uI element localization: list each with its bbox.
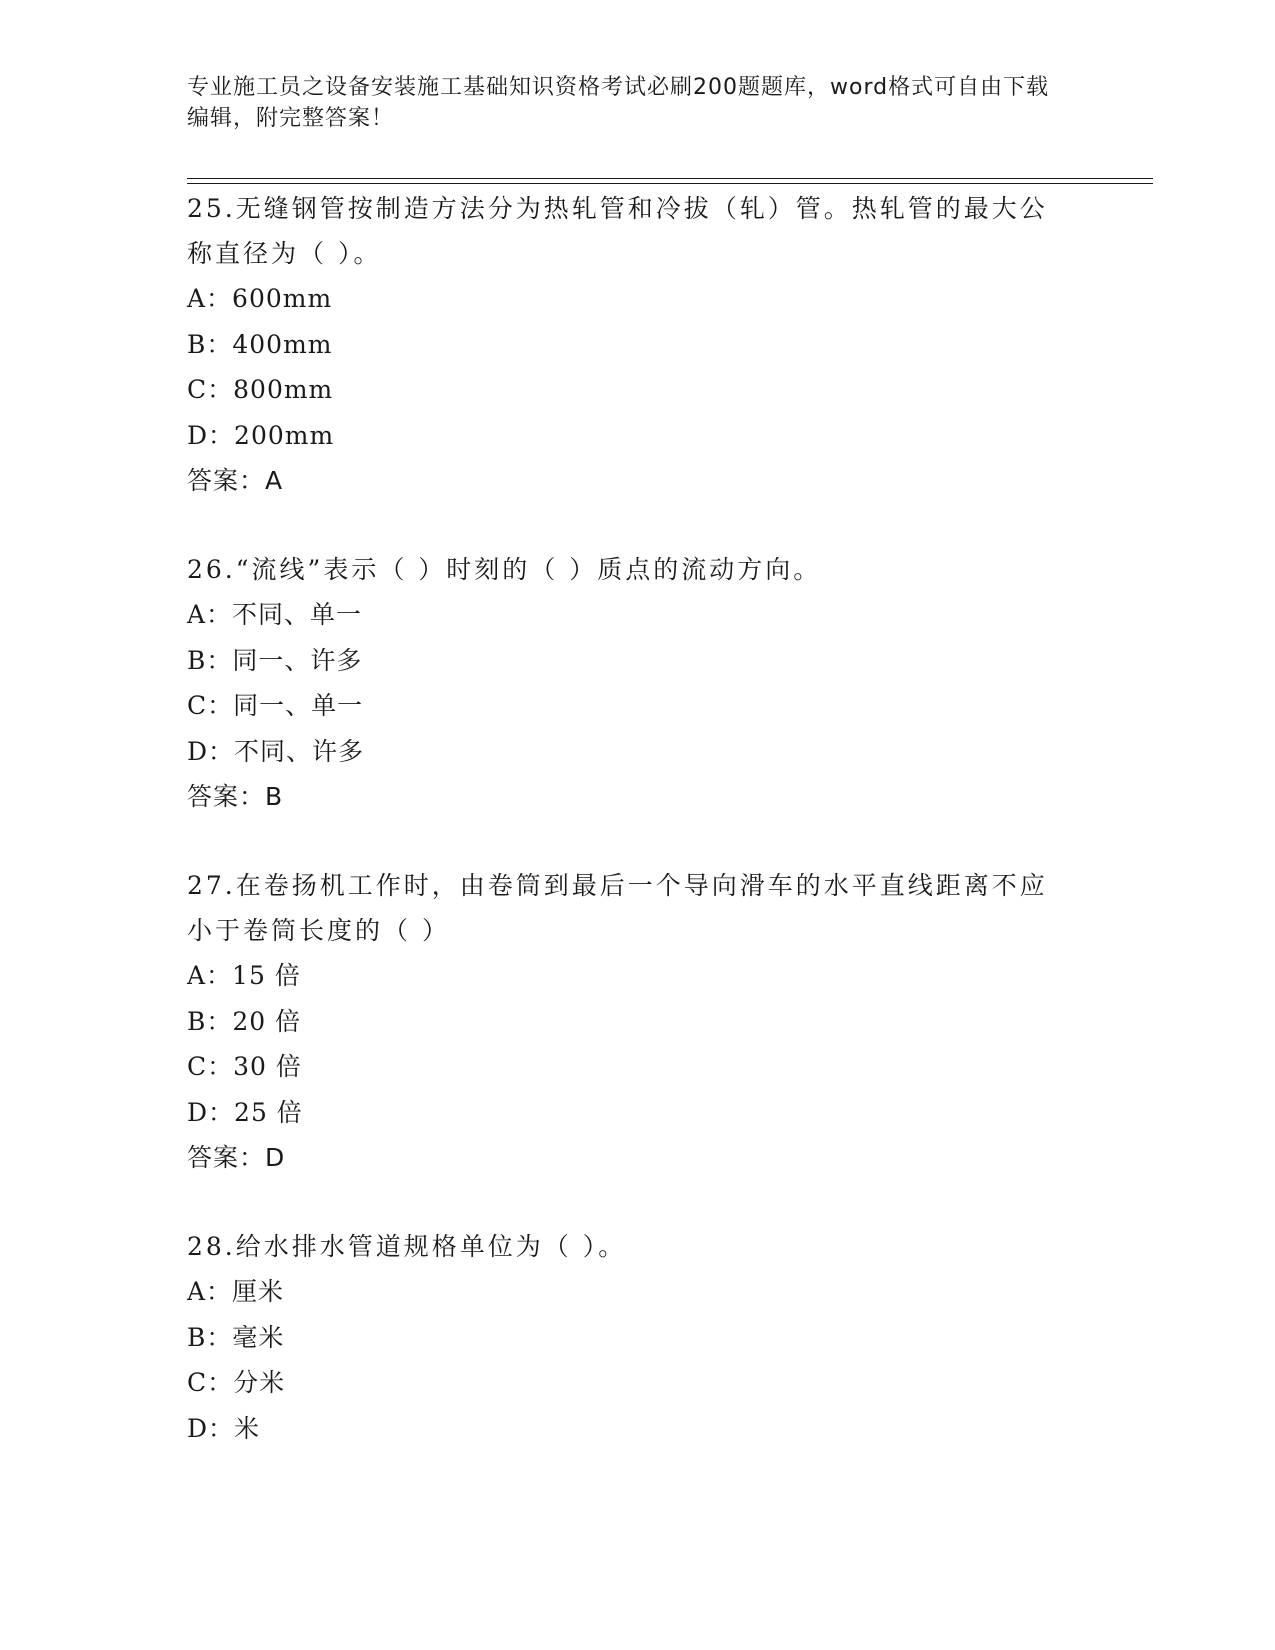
question-stem: 26.“流线”表示（ ）时刻的（ ）质点的流动方向。: [187, 555, 822, 584]
question-25: [187, 186, 1087, 503]
question-28: [187, 1224, 1087, 1451]
option-a: A：600mm: [187, 284, 333, 313]
option-b: B：毫米: [187, 1322, 285, 1352]
question-26: [187, 547, 1087, 819]
option-a: A：厘米: [187, 1277, 285, 1306]
option-d: D：米: [187, 1413, 261, 1443]
option-a: A：不同、单一: [187, 600, 363, 629]
question-stem: 28.给水排水管道规格单位为（ ）。: [187, 1232, 627, 1261]
answer-line: 答案：B: [187, 782, 284, 811]
question-stem: 27.在卷扬机工作时，由卷筒到最后一个导向滑车的水平直线距离不应小于卷筒长度的（ ）: [187, 871, 1048, 945]
question-list: [187, 186, 1087, 1495]
option-b: B：同一、许多: [187, 645, 363, 675]
option-d: D：200mm: [187, 420, 335, 450]
header-divider-top: [187, 178, 1153, 179]
header-divider-bottom: [187, 183, 1153, 184]
option-a: A：15 倍: [187, 961, 301, 990]
answer-line: 答案：A: [187, 466, 284, 495]
option-c: C：800mm: [187, 375, 334, 404]
answer-line: 答案：D: [187, 1143, 286, 1172]
option-d: D：25 倍: [187, 1097, 303, 1127]
option-b: B：400mm: [187, 329, 333, 359]
option-c: C：同一、单一: [187, 691, 364, 720]
question-stem: 25.无缝钢管按制造方法分为热轧管和冷拔（轧）管。热轧管的最大公称直径为（ ）。: [187, 194, 1048, 268]
option-c: C：分米: [187, 1368, 286, 1397]
option-c: C：30 倍: [187, 1052, 302, 1081]
option-d: D：不同、许多: [187, 736, 365, 766]
question-27: [187, 863, 1087, 1180]
document-header: 专业施工员之设备安装施工基础知识资格考试必刷200题题库，word格式可自由下载编辑，附完整答案！: [187, 75, 1050, 131]
option-b: B：20 倍: [187, 1006, 302, 1036]
